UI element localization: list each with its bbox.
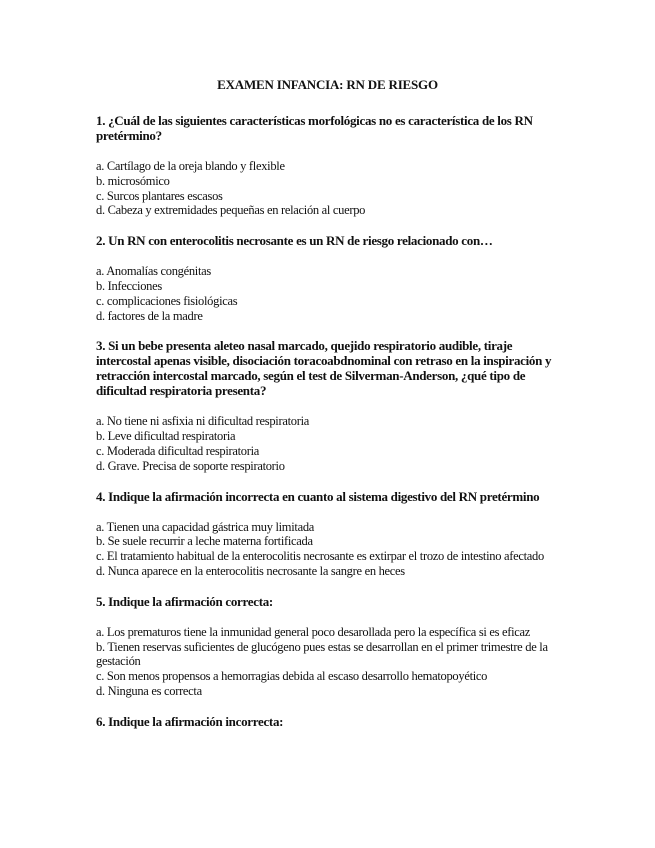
option-a: a. Los prematuros tiene la inmunidad general poco desarollada pero la específica si es eficaz [96,624,531,639]
question-text: 1. ¿Cuál de las siguientes características morfológicas no es característica de los RN pretérmino? [96,113,533,143]
option-b: b. microsómico [96,173,170,188]
option-c: c. Moderada dificultad respiratoria [96,443,260,458]
option-b: b. Tienen reservas suficientes de glucógeno pues estas se desarrollan en el primer trimestre de la gestación [96,639,548,669]
option-d: d. factores de la madre [96,308,203,323]
option-d: d. Cabeza y extremidades pequeñas en relación al cuerpo [96,203,366,218]
option-d: d. Nunca aparece en la enterocolitis necrosante la sangre en heces [96,563,405,578]
exam-title: EXAMEN INFANCIA: RN DE RIESGO [217,77,438,92]
question-5 [96,594,559,699]
option-a: a. Tienen una capacidad gástrica muy limitada [96,519,315,534]
option-b: b. Infecciones [96,278,162,293]
option-a: a. Anomalías congénitas [96,264,211,279]
option-d: d. Ninguna es correcta [96,683,202,698]
option-b: b. Se suele recurrir a leche materna fortificada [96,534,313,549]
question-text: 3. Si un bebe presenta aleteo nasal marcado, quejido respiratorio audible, tiraje intercostal apenas visible, disociación toracoabdnominal con retraso en la inspiración y retracción intercostal marcado, según el test de Silverman-Anderson, ¿qué tipo de dificultad respiratoria presenta? [96,338,552,399]
option-c: c. complicaciones fisiológicas [96,293,238,308]
question-6 [96,714,559,729]
option-c: c. Surcos plantares escasos [96,188,223,203]
question-3 [96,338,559,473]
option-a: a. Cartílago de la oreja blando y flexible [96,159,285,173]
options-list [96,264,559,323]
question-text: 6. Indique la afirmación incorrecta: [96,713,284,729]
question-2 [96,233,559,323]
question-text: 5. Indique la afirmación correcta: [96,593,273,609]
option-c: c. El tratamiento habitual de la enterocolitis necrosante es extirpar el trozo de intestino afectado [96,549,544,564]
option-a: a. No tiene ni asfixia ni dificultad respiratoria [96,414,309,429]
options-list [96,520,559,579]
option-b: b. Leve dificultad respiratoria [96,429,236,444]
option-c: c. Son menos propensos a hemorragias debida al escaso desarrollo hematopoyético [96,669,488,684]
options-list [96,625,559,699]
options-list [96,159,559,218]
question-text: 4. Indique la afirmación incorrecta en cuanto al sistema digestivo del RN pretérmino [96,488,540,504]
options-list [96,414,559,473]
question-text: 2. Un RN con enterocolitis necrosante es un RN de riesgo relacionado con… [96,233,493,249]
option-d: d. Grave. Precisa de soporte respiratorio [96,458,285,473]
question-4 [96,489,559,579]
question-1 [96,113,559,218]
